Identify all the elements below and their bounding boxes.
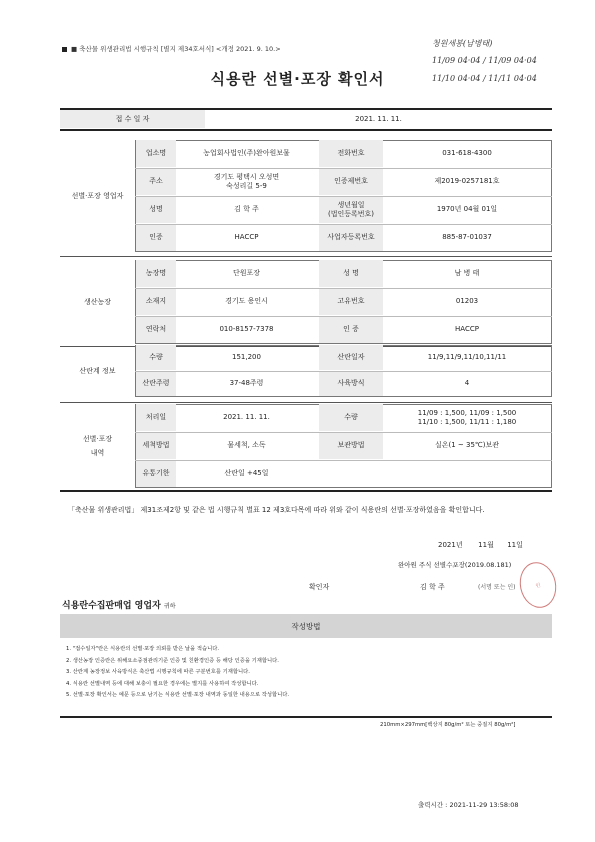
note-item: 4. 식용란 선별내역 등에 대해 보충이 필요한 경우에는 별지를 사용하여 작성합니다. xyxy=(66,680,259,687)
farm-value: 남 병 태 xyxy=(454,269,480,278)
business-value: 김 학 주 xyxy=(234,205,259,214)
sorting-value: 산란일 +45일 xyxy=(224,469,269,478)
signer-name: 김 학 주 xyxy=(420,583,445,591)
farm-value: 01203 xyxy=(455,297,479,306)
sorting-label: 수량 xyxy=(319,404,383,431)
note-item: 2. 생산농장 인증란은 위해요소중점관리기준 인증 및 친환경인증 등 해당 인증을 기재합니다. xyxy=(66,657,279,664)
business-value: 031-618-4300 xyxy=(442,149,492,158)
business-label: 생년월일 (법인등록번호) xyxy=(319,196,383,223)
issue-month: 11월 xyxy=(478,541,494,549)
laying-label: 수량 xyxy=(136,345,176,370)
business-label: 인증제번호 xyxy=(319,168,383,195)
print-time: 출력시간 : 2021-11-29 13:58:08 xyxy=(418,801,519,809)
note-item: 3. 산란계 농장정보 사육방식은 축산법 시행규칙에 따른 구분번호를 기재합니다. xyxy=(66,669,250,675)
farm-label: 농장명 xyxy=(136,260,176,287)
farm-value: HACCP xyxy=(455,325,479,334)
business-label: 인증 xyxy=(136,224,176,251)
farm-value: 010-8157-7378 xyxy=(219,325,274,334)
issue-year: 2021년 xyxy=(438,541,463,549)
business-label: 사업자등록번호 xyxy=(319,224,383,251)
laying-label: 산란주령 xyxy=(136,371,176,396)
sorting-label: 보관방법 xyxy=(319,432,383,459)
laying-label: 사육방식 xyxy=(319,371,383,396)
row-divider xyxy=(135,371,552,372)
note-item: 1. "접수일자"란은 식용란의 선별·포장 의뢰를 받은 날을 적습니다. xyxy=(66,646,220,652)
signer-label: 확인자 xyxy=(309,583,330,591)
laying-value: 151,200 xyxy=(232,353,261,362)
handwritten-note-3: 11/10 04·04 / 11/11 04·04 xyxy=(432,74,537,83)
notes-rule xyxy=(60,716,552,718)
business-value: HACCP xyxy=(234,233,259,242)
square-bullet-icon xyxy=(62,47,67,52)
business-label: 주소 xyxy=(136,168,176,195)
business-section-label: 선별·포장 영업자 xyxy=(71,191,124,200)
document-title: 식용란 선별·포장 확인서 xyxy=(210,70,385,88)
laying-value: 37-48주령 xyxy=(229,379,264,388)
sorting-label: 세척방법 xyxy=(136,432,176,459)
sorting-value: 11/09 : 1,500, 11/09 : 1,500 11/10 : 1,500, 11/11 : 1,180 xyxy=(417,409,517,426)
business-value: 농업회사법인(주)완아원보물 xyxy=(203,149,290,158)
row-divider xyxy=(135,224,552,225)
business-value: 제2019-0257181호 xyxy=(434,177,500,186)
row-divider xyxy=(135,432,552,433)
issue-day: 11일 xyxy=(507,541,523,549)
row-divider xyxy=(135,316,552,317)
section-rule xyxy=(60,402,552,403)
issue-date xyxy=(438,540,523,550)
business-value: 885-87-01037 xyxy=(442,233,492,242)
row-divider xyxy=(135,196,552,197)
recipient-suffix: 귀하 xyxy=(163,603,176,610)
handwritten-note-1: 청원세봉(남병태) xyxy=(432,39,493,48)
handwritten-note-2: 11/09 04·04 / 11/09 04·04 xyxy=(432,56,537,65)
official-seal xyxy=(516,559,561,611)
receipt-rule xyxy=(60,129,552,131)
business-value: 경기도 평택시 오성면 숙성리길 5-9 xyxy=(213,173,280,190)
laying-value: 4 xyxy=(464,379,470,388)
farm-label: 성 명 xyxy=(319,260,383,287)
laying-label: 산란일자 xyxy=(319,345,383,370)
sorting-value: 2021. 11. 11. xyxy=(223,413,270,422)
signature-placeholder: (서명 또는 인) xyxy=(478,584,516,591)
sorting-label: 유통기한 xyxy=(136,460,176,487)
form-reference: ■ 축산물 위생관리법 시행규칙 [별지 제34호서식] <개정 2021. 9. 10.> xyxy=(62,44,281,53)
bottom-rule xyxy=(60,490,552,492)
paper-size: 210mm×297mm[백상지 80g/m² 또는 중질지 80g/m²] xyxy=(380,722,516,728)
section-rule xyxy=(60,256,552,257)
guide-title: 작성방법 xyxy=(60,614,552,638)
farm-label: 연락처 xyxy=(136,316,176,343)
business-label: 업소명 xyxy=(136,140,176,167)
sorting-section-label: 선별·포장 내역 xyxy=(82,435,113,457)
guide-notes xyxy=(66,644,546,702)
row-divider xyxy=(135,168,552,169)
farm-label: 고유번호 xyxy=(319,288,383,315)
receipt-date-label: 접 수 일 자 xyxy=(60,110,205,128)
business-label: 전화번호 xyxy=(319,140,383,167)
farm-value: 단원포장 xyxy=(232,269,261,278)
sorting-value: 실온(1 ~ 35℃)보관 xyxy=(434,441,500,450)
recipient xyxy=(62,598,176,611)
confirmation-statement: 「축산물 위생관리법」 제31조제2항 및 같은 법 시행규칙 별표 12 제3호다목에 따라 위와 같이 식용란의 선별·포장하였음을 확인합니다. xyxy=(68,506,485,514)
farm-label: 인 증 xyxy=(319,316,383,343)
row-divider xyxy=(135,460,552,461)
note-item: 5. 선별·포장 확인서는 예문 등으로 남기는 식용란 선별·포장 내역과 동일한 내용으로 작성합니다. xyxy=(66,692,290,698)
laying-section-label: 산란계 정보 xyxy=(79,366,116,375)
company-line: 완아원 주식 선별수포장(2019.08.181) xyxy=(398,561,512,569)
sorting-label: 처리일 xyxy=(136,404,176,431)
sorting-value: 물세척, 소독 xyxy=(227,441,266,450)
farm-label: 소재지 xyxy=(136,288,176,315)
recipient-label: 식용란수집판매업 영업자 xyxy=(62,601,161,611)
business-value: 1970년 04월 01일 xyxy=(436,205,498,214)
laying-value: 11/9,11/9,11/10,11/11 xyxy=(427,353,507,362)
farm-value: 경기도 용인시 xyxy=(225,297,268,306)
receipt-date-value: 2021. 11. 11. xyxy=(355,114,402,123)
seal-text: 인 xyxy=(535,582,542,589)
business-label: 성명 xyxy=(136,196,176,223)
row-divider xyxy=(135,288,552,289)
farm-section-label: 생산농장 xyxy=(83,297,112,306)
